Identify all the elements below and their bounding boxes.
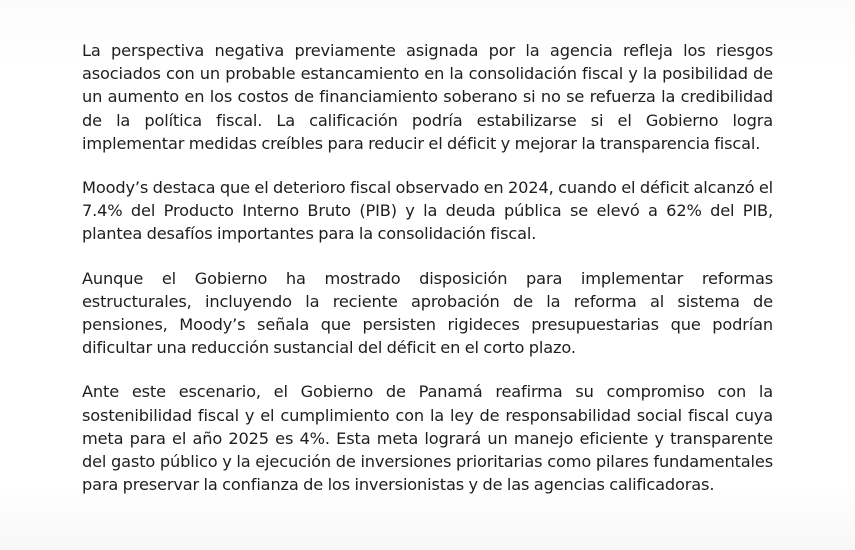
paragraph-moodys-fiscal-deterioration: Moody’s destaca que el deterioro fiscal observado en 2024, cuando el déficit alcanzó el 7.4% del Producto Interno Bruto (PIB) y la deuda pública se elevó a 62% del PIB, plantea desafíos importantes para la consolidación fiscal. — [82, 178, 773, 244]
paragraph-structural-reforms: Aunque el Gobierno ha mostrado disposición para implementar reformas estructurales, incluyendo la reciente aprobación de la reforma al sistema de pensiones, Moody’s señala que persisten rigideces presupuestarias que podrían dificultar una reducción sustancial del déficit en el corto plazo. — [82, 268, 773, 358]
paragraph-outlook: La perspectiva negativa previamente asignada por la agencia refleja los riesgos asociados con un probable estancamiento en la consolidación fiscal y la posibilidad de un aumento en los costos de financiamiento soberano si no se refuerza la credibilidad de la política fiscal. La calificación podría estabilizarse si el Gobierno logra implementar medidas creíbles para reducir el déficit y mejorar la transparencia fiscal. — [82, 41, 773, 153]
paragraph-government-commitment: Ante este escenario, el Gobierno de Panamá reafirma su compromiso con la sostenibilidad fiscal y el cumplimiento con la ley de responsabilidad social fiscal cuya meta para el año 2025 es 4%. Esta meta logrará un manejo eficiente y transparente del gasto público y la ejecución de inversiones prioritarias como pilares fundamentales para preservar la confianza de los inversionistas y de las agencias calificadoras. — [82, 382, 773, 495]
